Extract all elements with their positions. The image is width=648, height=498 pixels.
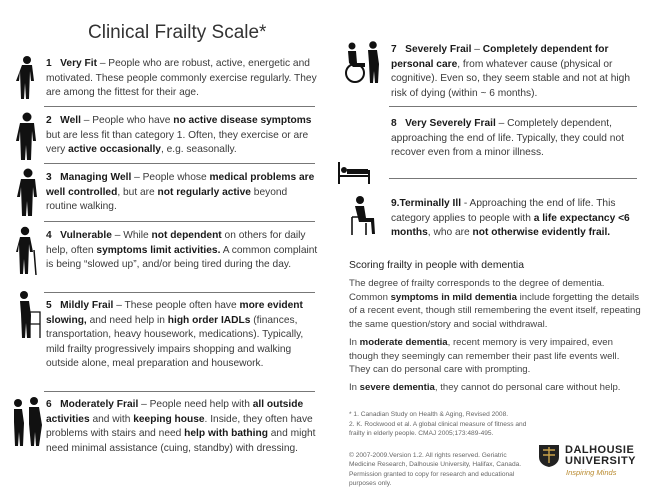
divider bbox=[44, 292, 315, 293]
dementia-heading: Scoring frailty in people with dementia bbox=[349, 260, 525, 271]
divider bbox=[44, 163, 315, 164]
frailty-level-1: 1 Very Fit – People who are robust, active, energetic and motivated. These people commonly exercise regularly. They are among the fittest for their age. bbox=[46, 58, 317, 99]
dalhousie-crest-icon bbox=[538, 444, 560, 468]
copyright-notice: © 2007-2009.Version 1.2. All rights reserved. Geriatric Medicine Research, Dalhousie University, Halifax, Canada. Permission granted to copy for research and educational purposes only. bbox=[349, 452, 522, 488]
university-tagline: Inspiring Minds bbox=[566, 468, 617, 477]
university-name: DALHOUSIE UNIVERSITY bbox=[565, 444, 637, 467]
footnote-1: * 1. Canadian Study on Health & Aging, Revised 2008. bbox=[349, 411, 509, 418]
frailty-level-2: 2 Well – People who have no active disease symptoms but are less fit than category 1. Often, they exercise or are very active occasionally, e.g. seasonally. bbox=[46, 115, 312, 156]
divider bbox=[389, 178, 637, 179]
frailty-level-5: 5 Mildly Frail – These people often have more evident slowing, and need help in high order IADLs (finances, transportation, heavy housework, medications). Typically, mild frailty progressively impairs shopping and walking outside alone, meal preparation and housework. bbox=[46, 300, 304, 370]
standing-person-icon bbox=[15, 112, 39, 160]
two-people-assisted-icon bbox=[10, 396, 44, 448]
seated-person-icon bbox=[348, 195, 378, 237]
divider bbox=[44, 391, 315, 392]
divider bbox=[44, 106, 315, 107]
standing-person-icon bbox=[16, 168, 40, 216]
page-title: Clinical Frailty Scale* bbox=[88, 22, 267, 43]
dementia-paragraph-moderate: In moderate dementia, recent memory is very impaired, even though they seemingly can remember their past life events well. They can do personal care with prompting. bbox=[349, 337, 620, 376]
standing-person-icon bbox=[16, 55, 38, 101]
wheelchair-with-helper-icon bbox=[339, 40, 383, 84]
frailty-level-9: 9.Terminally Ill - Approaching the end of life. This category applies to people with a life expectancy <6 months, who are not otherwise evidently frail. bbox=[391, 198, 630, 239]
person-with-walker-icon bbox=[16, 290, 42, 340]
dementia-paragraph-mild: The degree of frailty corresponds to the degree of dementia. Common symptoms in mild dementia include forgetting the details of a recent event, though still remembering the event itself, repeating the same question/story and social withdrawal. bbox=[349, 278, 641, 330]
dementia-paragraph-severe: In severe dementia, they cannot do personal care without help. bbox=[349, 382, 621, 393]
divider bbox=[389, 106, 637, 107]
frailty-level-6: 6 Moderately Frail – People need help with all outside activities and with keeping house. Inside, they often have problems with stairs and need help with bathing and might need minimal assistance (cuing, standby) with dressing. bbox=[46, 399, 316, 454]
frailty-level-8: 8 Very Severely Frail – Completely dependent, approaching the end of life. Typically, they could not recover even from a minor illness. bbox=[391, 118, 624, 159]
frailty-level-7: 7 Severely Frail – Completely dependent for personal care, from whatever cause (physical or cognitive). Even so, they seem stable and not at high risk of dying (within ~ 6 months). bbox=[391, 44, 630, 99]
bedridden-person-icon bbox=[337, 152, 371, 186]
divider bbox=[44, 221, 315, 222]
frailty-level-3: 3 Managing Well – People whose medical problems are well controlled, but are not regularly active beyond routine walking. bbox=[46, 172, 315, 213]
frailty-level-4: 4 Vulnerable – While not dependent on others for daily help, often symptoms limit activities. A common complaint is being “slowed up”, and/or being tired during the day. bbox=[46, 230, 318, 271]
person-with-cane-icon bbox=[14, 226, 38, 276]
footnote-2: 2. K. Rockwood et al. A global clinical measure of fitness and frailty in elderly people. CMAJ 2005;173:489-495. bbox=[349, 421, 527, 438]
